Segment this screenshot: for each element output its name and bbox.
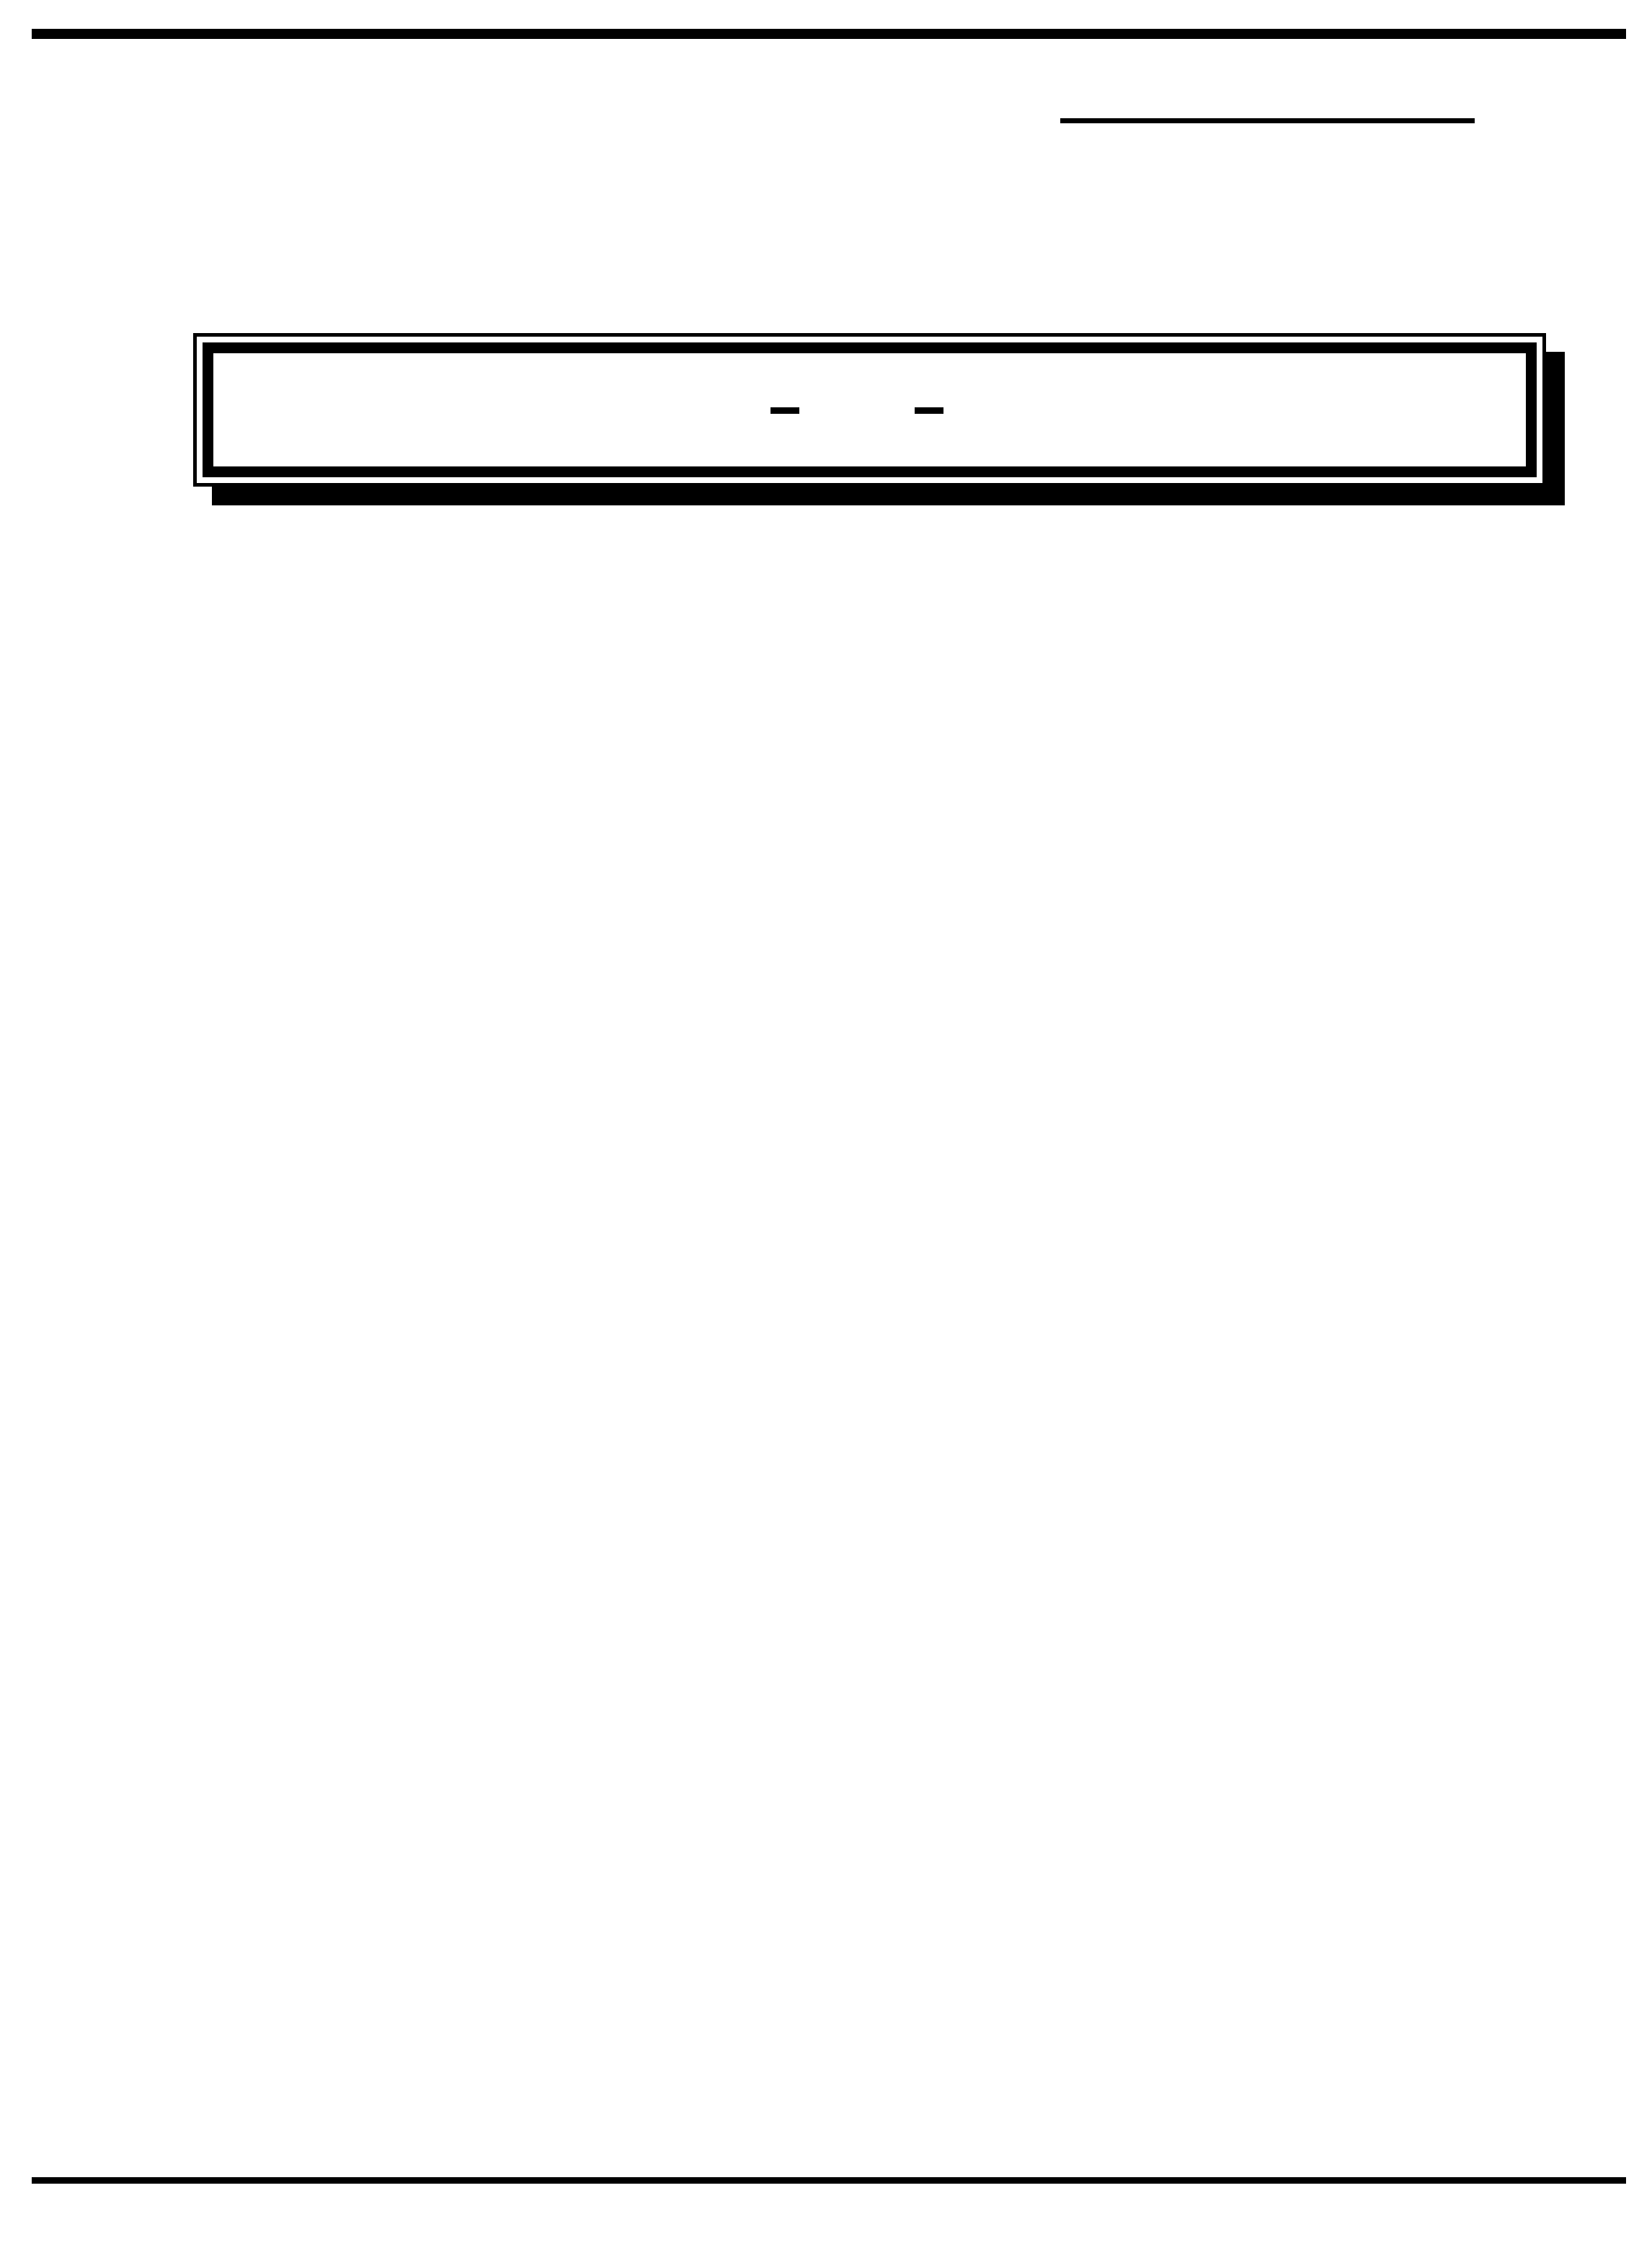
footer-rule (32, 2177, 1626, 2184)
footer (32, 2196, 1623, 2242)
questions-list (32, 0, 1623, 2250)
